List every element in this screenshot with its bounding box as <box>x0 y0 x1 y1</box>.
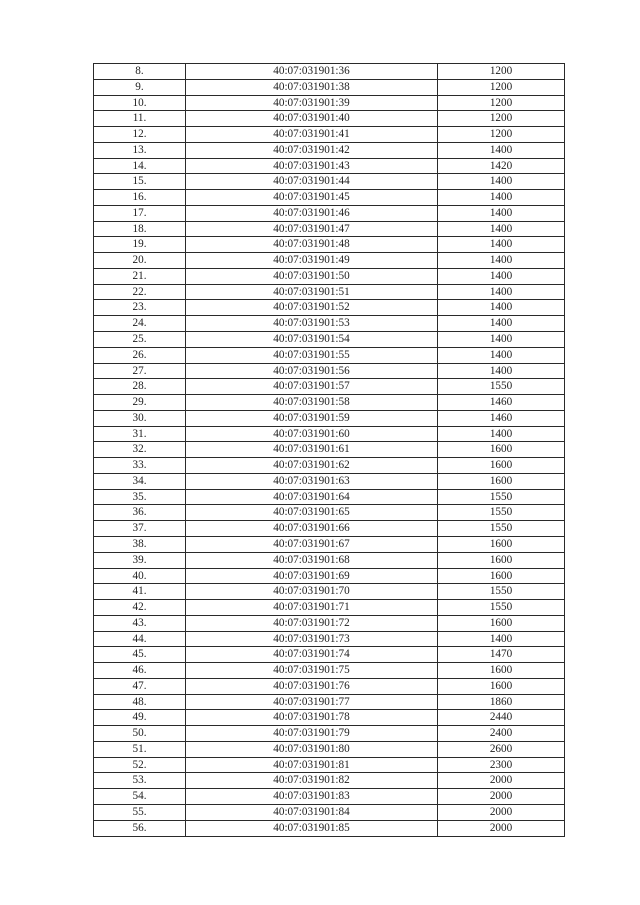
cadastral-number-cell: 40:07:031901:85 <box>186 820 438 836</box>
cadastral-number-cell: 40:07:031901:82 <box>186 773 438 789</box>
value-cell: 2600 <box>438 741 565 757</box>
value-cell: 1550 <box>438 600 565 616</box>
cadastral-number-cell: 40:07:031901:57 <box>186 379 438 395</box>
row-number-cell: 30. <box>94 410 186 426</box>
row-number-cell: 40. <box>94 568 186 584</box>
value-cell: 1600 <box>438 615 565 631</box>
table-row <box>94 142 565 158</box>
row-number-cell: 15. <box>94 174 186 190</box>
cadastral-number-cell: 40:07:031901:42 <box>186 142 438 158</box>
cadastral-number-cell: 40:07:031901:48 <box>186 237 438 253</box>
table-row <box>94 64 565 80</box>
value-cell: 1400 <box>438 174 565 190</box>
value-cell: 2400 <box>438 726 565 742</box>
row-number-cell: 14. <box>94 158 186 174</box>
value-cell: 1550 <box>438 505 565 521</box>
row-number-cell: 39. <box>94 552 186 568</box>
value-cell: 1600 <box>438 678 565 694</box>
value-cell: 2300 <box>438 757 565 773</box>
value-cell: 1400 <box>438 284 565 300</box>
table-row <box>94 237 565 253</box>
table-row <box>94 694 565 710</box>
value-cell: 1400 <box>438 332 565 348</box>
value-cell: 1860 <box>438 694 565 710</box>
table-row <box>94 505 565 521</box>
row-number-cell: 31. <box>94 426 186 442</box>
row-number-cell: 20. <box>94 253 186 269</box>
value-cell: 2000 <box>438 820 565 836</box>
table-row <box>94 663 565 679</box>
row-number-cell: 10. <box>94 95 186 111</box>
table-row <box>94 395 565 411</box>
row-number-cell: 50. <box>94 726 186 742</box>
row-number-cell: 52. <box>94 757 186 773</box>
value-cell: 1600 <box>438 536 565 552</box>
cadastral-number-cell: 40:07:031901:53 <box>186 316 438 332</box>
table-row <box>94 631 565 647</box>
cadastral-number-cell: 40:07:031901:60 <box>186 426 438 442</box>
row-number-cell: 21. <box>94 268 186 284</box>
table-row <box>94 726 565 742</box>
value-cell: 1400 <box>438 426 565 442</box>
row-number-cell: 54. <box>94 789 186 805</box>
value-cell: 1600 <box>438 442 565 458</box>
row-number-cell: 37. <box>94 521 186 537</box>
cadastral-number-cell: 40:07:031901:70 <box>186 584 438 600</box>
value-cell: 1420 <box>438 158 565 174</box>
row-number-cell: 32. <box>94 442 186 458</box>
table-row <box>94 521 565 537</box>
row-number-cell: 45. <box>94 647 186 663</box>
table-row <box>94 757 565 773</box>
row-number-cell: 49. <box>94 710 186 726</box>
row-number-cell: 43. <box>94 615 186 631</box>
row-number-cell: 36. <box>94 505 186 521</box>
cadastral-number-cell: 40:07:031901:45 <box>186 190 438 206</box>
value-cell: 1400 <box>438 221 565 237</box>
value-cell: 1400 <box>438 237 565 253</box>
value-cell: 1200 <box>438 64 565 80</box>
value-cell: 1600 <box>438 473 565 489</box>
cadastral-number-cell: 40:07:031901:74 <box>186 647 438 663</box>
value-cell: 1550 <box>438 521 565 537</box>
row-number-cell: 44. <box>94 631 186 647</box>
value-cell: 1400 <box>438 316 565 332</box>
row-number-cell: 46. <box>94 663 186 679</box>
row-number-cell: 11. <box>94 111 186 127</box>
table-row <box>94 442 565 458</box>
cadastral-number-cell: 40:07:031901:52 <box>186 300 438 316</box>
row-number-cell: 22. <box>94 284 186 300</box>
table-row <box>94 205 565 221</box>
row-number-cell: 8. <box>94 64 186 80</box>
cadastral-number-cell: 40:07:031901:68 <box>186 552 438 568</box>
table-row <box>94 347 565 363</box>
table-row <box>94 773 565 789</box>
row-number-cell: 47. <box>94 678 186 694</box>
cadastral-number-cell: 40:07:031901:62 <box>186 458 438 474</box>
table-row <box>94 789 565 805</box>
cadastral-number-cell: 40:07:031901:71 <box>186 600 438 616</box>
value-cell: 2000 <box>438 804 565 820</box>
value-cell: 1400 <box>438 347 565 363</box>
table-row <box>94 300 565 316</box>
cadastral-number-cell: 40:07:031901:55 <box>186 347 438 363</box>
table-row <box>94 584 565 600</box>
value-cell: 1200 <box>438 111 565 127</box>
cadastral-number-cell: 40:07:031901:63 <box>186 473 438 489</box>
value-cell: 1600 <box>438 568 565 584</box>
cadastral-number-cell: 40:07:031901:50 <box>186 268 438 284</box>
row-number-cell: 25. <box>94 332 186 348</box>
value-cell: 1200 <box>438 79 565 95</box>
value-cell: 1550 <box>438 584 565 600</box>
row-number-cell: 48. <box>94 694 186 710</box>
row-number-cell: 34. <box>94 473 186 489</box>
table-row <box>94 615 565 631</box>
cadastral-number-cell: 40:07:031901:58 <box>186 395 438 411</box>
cadastral-number-cell: 40:07:031901:47 <box>186 221 438 237</box>
table-row <box>94 111 565 127</box>
value-cell: 1600 <box>438 552 565 568</box>
row-number-cell: 42. <box>94 600 186 616</box>
table-row <box>94 79 565 95</box>
cadastral-number-cell: 40:07:031901:83 <box>186 789 438 805</box>
table-row <box>94 536 565 552</box>
cadastral-number-cell: 40:07:031901:80 <box>186 741 438 757</box>
table-row <box>94 804 565 820</box>
cadastral-number-cell: 40:07:031901:43 <box>186 158 438 174</box>
row-number-cell: 24. <box>94 316 186 332</box>
cadastral-number-cell: 40:07:031901:61 <box>186 442 438 458</box>
value-cell: 1400 <box>438 190 565 206</box>
cadastral-number-cell: 40:07:031901:36 <box>186 64 438 80</box>
row-number-cell: 51. <box>94 741 186 757</box>
row-number-cell: 26. <box>94 347 186 363</box>
table-row <box>94 820 565 836</box>
cadastral-number-cell: 40:07:031901:75 <box>186 663 438 679</box>
cadastral-number-cell: 40:07:031901:46 <box>186 205 438 221</box>
value-cell: 1600 <box>438 458 565 474</box>
table-row <box>94 268 565 284</box>
value-cell: 1400 <box>438 253 565 269</box>
cadastral-table <box>93 63 565 837</box>
row-number-cell: 9. <box>94 79 186 95</box>
cadastral-number-cell: 40:07:031901:66 <box>186 521 438 537</box>
table-row <box>94 221 565 237</box>
table-row <box>94 600 565 616</box>
value-cell: 1400 <box>438 142 565 158</box>
row-number-cell: 33. <box>94 458 186 474</box>
table-row <box>94 363 565 379</box>
table-row <box>94 568 565 584</box>
table-row <box>94 158 565 174</box>
value-cell: 1400 <box>438 300 565 316</box>
table-row <box>94 174 565 190</box>
cadastral-number-cell: 40:07:031901:69 <box>186 568 438 584</box>
row-number-cell: 29. <box>94 395 186 411</box>
table-row <box>94 379 565 395</box>
cadastral-number-cell: 40:07:031901:76 <box>186 678 438 694</box>
row-number-cell: 41. <box>94 584 186 600</box>
cadastral-number-cell: 40:07:031901:39 <box>186 95 438 111</box>
value-cell: 2440 <box>438 710 565 726</box>
row-number-cell: 28. <box>94 379 186 395</box>
value-cell: 1550 <box>438 379 565 395</box>
table-row <box>94 489 565 505</box>
row-number-cell: 56. <box>94 820 186 836</box>
value-cell: 1470 <box>438 647 565 663</box>
cadastral-number-cell: 40:07:031901:54 <box>186 332 438 348</box>
table-row <box>94 426 565 442</box>
table-row <box>94 316 565 332</box>
value-cell: 1400 <box>438 631 565 647</box>
cadastral-number-cell: 40:07:031901:72 <box>186 615 438 631</box>
table-row <box>94 678 565 694</box>
row-number-cell: 35. <box>94 489 186 505</box>
table-row <box>94 458 565 474</box>
value-cell: 1400 <box>438 205 565 221</box>
cadastral-number-cell: 40:07:031901:56 <box>186 363 438 379</box>
value-cell: 1400 <box>438 363 565 379</box>
cadastral-number-cell: 40:07:031901:84 <box>186 804 438 820</box>
row-number-cell: 18. <box>94 221 186 237</box>
row-number-cell: 23. <box>94 300 186 316</box>
cadastral-number-cell: 40:07:031901:79 <box>186 726 438 742</box>
table-row <box>94 284 565 300</box>
cadastral-number-cell: 40:07:031901:40 <box>186 111 438 127</box>
table-row <box>94 741 565 757</box>
cadastral-number-cell: 40:07:031901:49 <box>186 253 438 269</box>
row-number-cell: 38. <box>94 536 186 552</box>
table-row <box>94 127 565 143</box>
table-row <box>94 410 565 426</box>
row-number-cell: 53. <box>94 773 186 789</box>
row-number-cell: 55. <box>94 804 186 820</box>
cadastral-number-cell: 40:07:031901:41 <box>186 127 438 143</box>
value-cell: 1550 <box>438 489 565 505</box>
row-number-cell: 13. <box>94 142 186 158</box>
value-cell: 2000 <box>438 789 565 805</box>
cadastral-number-cell: 40:07:031901:73 <box>186 631 438 647</box>
row-number-cell: 12. <box>94 127 186 143</box>
cadastral-number-cell: 40:07:031901:77 <box>186 694 438 710</box>
table-row <box>94 473 565 489</box>
value-cell: 2000 <box>438 773 565 789</box>
table-row <box>94 647 565 663</box>
table-row <box>94 710 565 726</box>
cadastral-number-cell: 40:07:031901:65 <box>186 505 438 521</box>
value-cell: 1200 <box>438 95 565 111</box>
cadastral-number-cell: 40:07:031901:38 <box>186 79 438 95</box>
table-row <box>94 552 565 568</box>
value-cell: 1460 <box>438 410 565 426</box>
value-cell: 1460 <box>438 395 565 411</box>
table-row <box>94 332 565 348</box>
table-row <box>94 95 565 111</box>
cadastral-number-cell: 40:07:031901:81 <box>186 757 438 773</box>
cadastral-number-cell: 40:07:031901:51 <box>186 284 438 300</box>
cadastral-number-cell: 40:07:031901:67 <box>186 536 438 552</box>
cadastral-number-cell: 40:07:031901:78 <box>186 710 438 726</box>
table-row <box>94 190 565 206</box>
row-number-cell: 17. <box>94 205 186 221</box>
table-body <box>94 64 565 837</box>
cadastral-number-cell: 40:07:031901:59 <box>186 410 438 426</box>
value-cell: 1200 <box>438 127 565 143</box>
cadastral-number-cell: 40:07:031901:44 <box>186 174 438 190</box>
row-number-cell: 16. <box>94 190 186 206</box>
cadastral-number-cell: 40:07:031901:64 <box>186 489 438 505</box>
row-number-cell: 27. <box>94 363 186 379</box>
table-row <box>94 253 565 269</box>
value-cell: 1600 <box>438 663 565 679</box>
value-cell: 1400 <box>438 268 565 284</box>
row-number-cell: 19. <box>94 237 186 253</box>
